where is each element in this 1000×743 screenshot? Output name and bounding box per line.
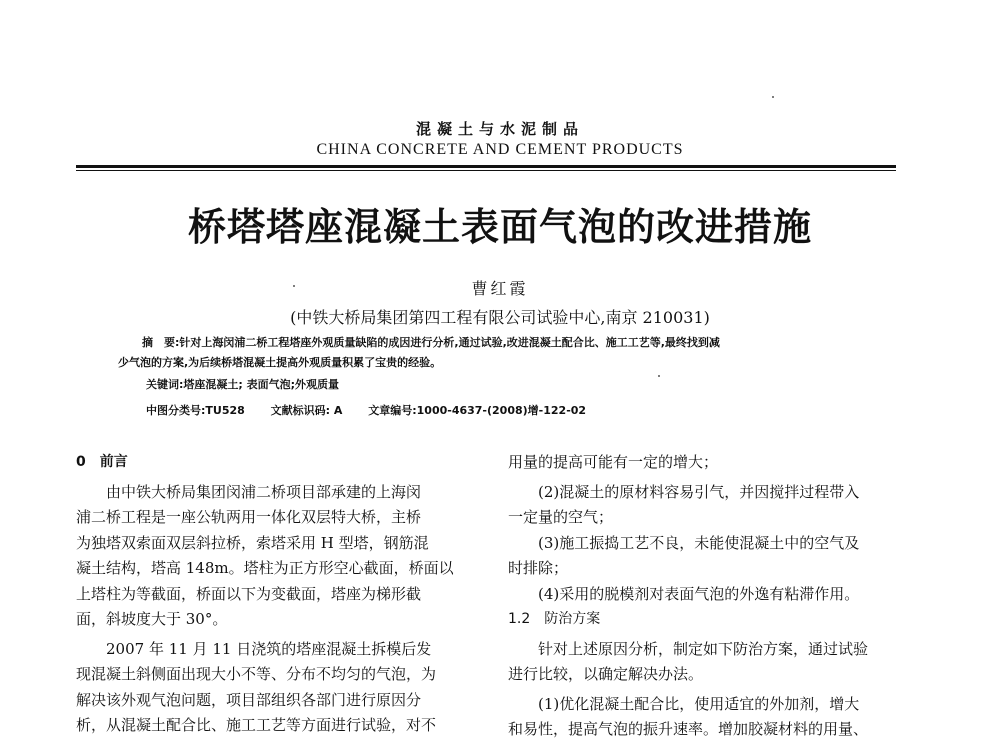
- scan-speck: [772, 96, 774, 98]
- paragraph-line: 面，斜坡度大于 30°。: [76, 610, 228, 628]
- document-code: 文献标识码: A: [270, 404, 343, 417]
- list-item: (2)混凝土的原材料容易引气，并因搅拌过程带入: [538, 482, 860, 501]
- paragraph-line: 和易性，提高气泡的振升速率。增加胶凝材料的用量、: [508, 720, 869, 738]
- paragraph-line: 由中铁大桥局集团闵浦二桥项目部承建的上海闵: [106, 482, 422, 501]
- paragraph-line: 针对上述原因分析，制定如下防治方案，通过试验: [538, 639, 869, 658]
- scan-speck: [293, 285, 295, 287]
- list-item: (3)施工振捣工艺不良，未能使混凝土中的空气及: [538, 533, 860, 552]
- paragraph-line: 2007 年 11 月 11 日浇筑的塔座混凝土拆模后发: [106, 639, 432, 658]
- journal-name-en: CHINA CONCRETE AND CEMENT PRODUCTS: [316, 141, 684, 158]
- paragraph-line: 为独塔双索面双层斜拉桥，索塔采用 H 型塔，钢筋混: [76, 533, 429, 552]
- article-author: 曹红霞: [471, 279, 529, 298]
- header-rule-thick: [76, 165, 896, 168]
- paragraph-line: 凝土结构，塔高 148m。塔柱为正方形空心截面，桥面以: [76, 559, 454, 577]
- clc-number: 中图分类号:TU528: [146, 404, 245, 417]
- left-column: [76, 450, 472, 739]
- header-rule-thin: [76, 170, 896, 171]
- paragraph-line: 上塔柱为等截面，桥面以下为变截面，塔座为梯形截: [76, 584, 422, 603]
- scan-speck: [658, 375, 660, 377]
- list-item: (1)优化混凝土配合比，使用适宜的外加剂，增大: [538, 694, 860, 713]
- paragraph-line: 用量的提高可能有一定的增大；: [508, 453, 719, 471]
- subsection-heading: 1.2 防治方案: [508, 611, 601, 627]
- paragraph-line: 浦二桥工程是一座公轨两用一体化双层特大桥，主桥: [76, 508, 422, 526]
- journal-name-cn: 混凝土与水泥制品: [415, 120, 584, 138]
- article-number: 文章编号:1000-4637-(2008)增-122-02: [368, 404, 587, 417]
- paragraph-line: 进行比较，以确定解决办法。: [508, 665, 704, 683]
- paragraph-line: 时排除；: [508, 559, 569, 577]
- keywords: 关键词:塔座混凝土; 表面气泡;外观质量: [146, 378, 340, 391]
- paragraph-line: 解决该外观气泡问题，项目部组织各部门进行原因分: [76, 690, 422, 709]
- right-column: [508, 450, 904, 743]
- paragraph-line: 析，从混凝土配合比、施工工艺等方面进行试验，对不: [76, 716, 437, 734]
- article-title: 桥塔塔座混凝土表面气泡的改进措施: [187, 204, 812, 249]
- article-affiliation: (中铁大桥局集团第四工程有限公司试验中心,南京 210031): [290, 308, 710, 327]
- paragraph-line: 一定量的空气；: [508, 508, 614, 526]
- paragraph-line: 现混凝土斜侧面出现大小不等、分布不均匀的气泡，为: [76, 665, 437, 683]
- abstract: [118, 333, 878, 373]
- list-item: (4)采用的脱模剂对表面气泡的外逸有粘滞作用。: [538, 584, 860, 603]
- classification-info: [146, 402, 608, 418]
- abstract-line: 少气泡的方案,为后续桥塔混凝土提高外观质量积累了宝贵的经验。: [118, 356, 442, 369]
- abstract-line: 摘 要:针对上海闵浦二桥工程塔座外观质量缺陷的成因进行分析,通过试验,改进混凝土配合比、施工工艺等,最终找到减: [142, 336, 720, 349]
- section-heading: 0 前言: [76, 454, 128, 470]
